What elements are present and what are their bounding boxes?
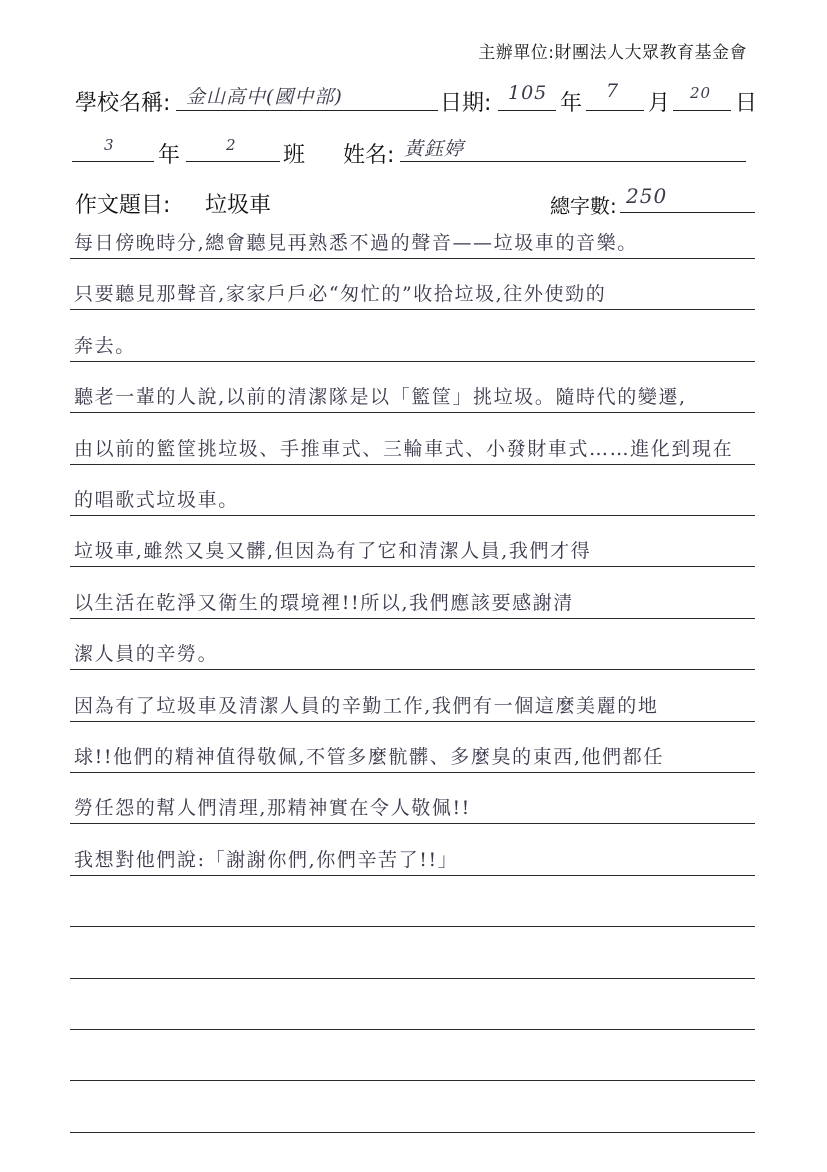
- wordcount-label: 總字數:: [550, 194, 617, 218]
- essay-line-text: 球!!他們的精神值得敬佩,不管多麼骯髒、多麼臭的東西,他們都任: [74, 746, 664, 768]
- essay-ruled-line: [70, 1080, 755, 1081]
- grade-label: 年: [158, 143, 181, 168]
- name-label: 姓名:: [343, 143, 395, 168]
- essay-line-text: 垃圾車,雖然又臭又髒,但因為有了它和清潔人員,我們才得: [74, 540, 592, 562]
- essay-line-text: 只要聽見那聲音,家家戶戶必“匆忙的”收拾垃圾,往外使勁的: [74, 283, 607, 305]
- essay-line-text: 聽老一輩的人說,以前的清潔隊是以「籃筐」挑垃圾。隨時代的變遷,: [74, 386, 687, 408]
- day-label: 日: [735, 91, 758, 116]
- essay-line-text: 由以前的籃筐挑垃圾、手推車式、三輪車式、小發財車式……進化到現在: [74, 438, 734, 460]
- topic-label: 作文題目:: [75, 193, 171, 218]
- essay-line-text: 的唱歌式垃圾車。: [74, 489, 239, 511]
- essay-ruled-line: [70, 823, 755, 824]
- class-value: 2: [226, 136, 237, 154]
- essay-line-text: 以生活在乾淨又衛生的環境裡!!所以,我們應該要感謝清: [74, 592, 574, 614]
- year-value: 105: [508, 82, 548, 104]
- essay-ruled-line: [70, 978, 755, 979]
- essay-ruled-line: [70, 464, 755, 465]
- essay-ruled-line: [70, 875, 755, 876]
- essay-ruled-line: [70, 309, 755, 310]
- organizer-text: 主辦單位:財團法人大眾教育基金會: [478, 43, 747, 63]
- essay-line-text: 我想對他們說:「謝謝你們,你們辛苦了!!」: [74, 849, 459, 871]
- essay-line-text: 因為有了垃圾車及清潔人員的辛勤工作,我們有一個這麼美麗的地: [74, 695, 659, 717]
- essay-ruled-line: [70, 258, 755, 259]
- school-label: 學校名稱:: [75, 91, 171, 116]
- essay-line-text: 奔去。: [74, 335, 136, 357]
- essay-ruled-line: [70, 926, 755, 927]
- month-label: 月: [648, 91, 671, 116]
- essay-line-text: 勞任怨的幫人們清理,那精神實在令人敬佩!!: [74, 797, 471, 819]
- wordcount-value: 250: [626, 184, 668, 208]
- topic-value: 垃圾車: [205, 193, 272, 218]
- essay-line-text: 潔人員的辛勞。: [74, 643, 219, 665]
- essay-ruled-line: [70, 1029, 755, 1030]
- essay-ruled-line: [70, 515, 755, 516]
- essay-ruled-line: [70, 721, 755, 722]
- essay-ruled-line: [70, 669, 755, 670]
- essay-ruled-line: [70, 772, 755, 773]
- essay-ruled-line: [70, 618, 755, 619]
- date-label: 日期:: [440, 91, 492, 116]
- year-label: 年: [560, 91, 583, 116]
- essay-ruled-line: [70, 412, 755, 413]
- class-label: 班: [283, 143, 306, 168]
- essay-ruled-line: [70, 1132, 755, 1133]
- day-value: 20: [690, 84, 712, 102]
- school-name-value: 金山高中(國中部): [186, 86, 343, 108]
- essay-ruled-line: [70, 361, 755, 362]
- grade-value: 3: [104, 136, 115, 154]
- month-value: 7: [606, 80, 620, 102]
- essay-ruled-line: [70, 566, 755, 567]
- name-value: 黃鈺婷: [404, 138, 465, 160]
- essay-line-text: 每日傍晚時分,總會聽見再熟悉不過的聲音——垃圾車的音樂。: [74, 232, 638, 254]
